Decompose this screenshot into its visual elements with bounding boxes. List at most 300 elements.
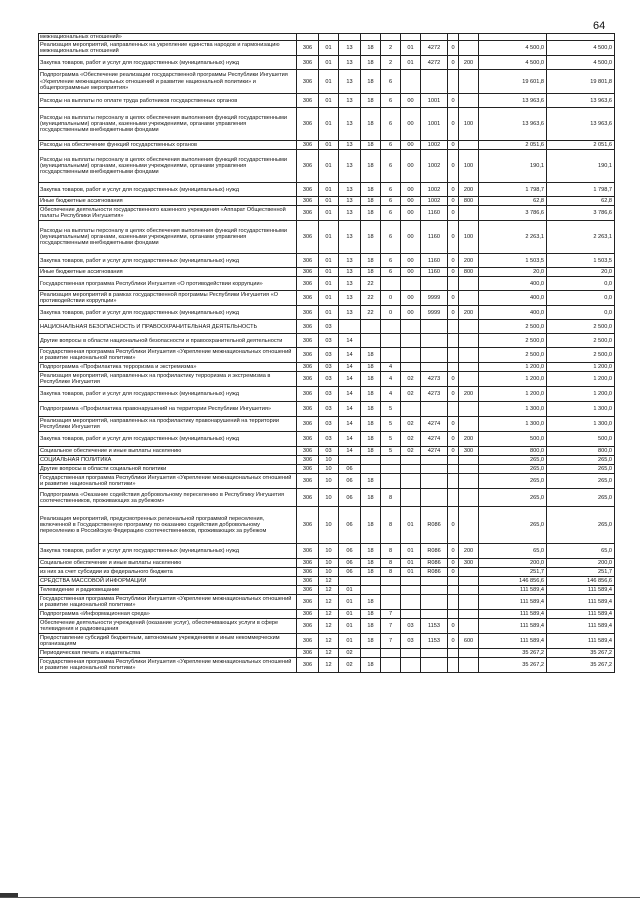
cell-amount2: 65,0 [547,544,615,559]
cell-sec: 03 [319,348,339,363]
cell-event: 00 [401,197,421,206]
cell-subprog: 7 [381,610,401,619]
cell-subprog: 8 [381,507,401,544]
cell-subprog: 6 [381,221,401,254]
cell-event [401,34,421,41]
table-row [39,320,615,334]
table-row [39,649,615,658]
cell-amount1: 265,0 [479,489,547,507]
cell-code: 306 [297,254,319,268]
cell-event [401,658,421,673]
cell-sec: 12 [319,658,339,673]
cell-event: 00 [401,221,421,254]
cell-amount1: 400,0 [479,277,547,291]
cell-prog: 18 [361,70,381,94]
cell-amount1: 265,0 [479,465,547,474]
cell-sub: 13 [339,277,361,291]
cell-amount1: 400,0 [479,291,547,306]
cell-amount2: 111 589,4 [547,619,615,634]
cell-subprog [381,320,401,334]
cell-sub: 13 [339,197,361,206]
cell-amount1: 13 963,6 [479,94,547,108]
table-row [39,432,615,447]
cell-dir [421,34,448,41]
cell-code: 306 [297,141,319,150]
cell-sub: 01 [339,595,361,610]
cell-event: 00 [401,268,421,277]
cell-sec: 10 [319,568,339,577]
cell-sub: 06 [339,474,361,489]
cell-dir [421,586,448,595]
cell-prog: 18 [361,141,381,150]
cell-f1 [448,474,459,489]
table-row [39,577,615,586]
cell-subprog [381,658,401,673]
cell-code: 306 [297,56,319,70]
cell-sub: 14 [339,432,361,447]
cell-f1 [448,277,459,291]
cell-prog: 18 [361,206,381,221]
cell-event: 00 [401,108,421,141]
cell-dir: 1153 [421,619,448,634]
cell-kind [459,372,479,387]
cell-subprog: 6 [381,141,401,150]
cell-sub: 06 [339,544,361,559]
cell-f1 [448,649,459,658]
cell-sec: 10 [319,474,339,489]
cell-dir [421,402,448,417]
cell-name: Подпрограмма «Профилактика терроризма и экстремизма» [39,363,297,372]
cell-name: Социальное обеспечение и иные выплаты населению [39,559,297,568]
table-row [39,634,615,649]
cell-dir: R086 [421,507,448,544]
cell-event: 00 [401,206,421,221]
cell-prog: 18 [361,108,381,141]
cell-amount1: 190,1 [479,150,547,183]
scan-edge-line [0,897,640,898]
cell-amount2: 1 798,7 [547,183,615,197]
cell-code: 306 [297,306,319,320]
cell-amount1: 265,0 [479,474,547,489]
cell-name: Подпрограмма «Обеспечение реализации государственной программы Республики Ингушетия «Укрепление межнациональных отношений и развитие национальной политики» и общепрограммные мероприятия» [39,70,297,94]
cell-code: 306 [297,320,319,334]
cell-f1 [448,34,459,41]
cell-sec: 10 [319,489,339,507]
cell-code: 306 [297,619,319,634]
cell-sec: 01 [319,268,339,277]
cell-amount1: 1 503,5 [479,254,547,268]
cell-subprog: 5 [381,417,401,432]
cell-event: 00 [401,306,421,320]
cell-event: 00 [401,254,421,268]
cell-sub: 01 [339,610,361,619]
cell-kind [459,417,479,432]
cell-code: 306 [297,456,319,465]
cell-event: 01 [401,544,421,559]
cell-name: Реализация мероприятий, направленных на профилактику терроризма и экстремизма в Республике Ингушетия [39,372,297,387]
cell-sec: 10 [319,465,339,474]
cell-prog: 22 [361,291,381,306]
table-row [39,141,615,150]
cell-amount2: 1 503,5 [547,254,615,268]
cell-kind [459,619,479,634]
cell-sec: 03 [319,320,339,334]
cell-f1: 0 [448,94,459,108]
cell-event: 00 [401,150,421,183]
cell-prog: 18 [361,56,381,70]
cell-amount1: 1 200,0 [479,387,547,402]
cell-name: Расходы на выплаты персоналу в целях обеспечения выполнения функций государственными (муниципальными) органами, казенными учреждениями, органами управления государственными внебюджетными фондами [39,150,297,183]
cell-dir: 1002 [421,150,448,183]
cell-kind [459,141,479,150]
cell-sec: 01 [319,254,339,268]
table-row [39,447,615,456]
cell-name: Закупка товаров, работ и услуг для государственных (муниципальных) нужд [39,254,297,268]
cell-kind [459,595,479,610]
cell-name: из них за счет субсидии из федерального бюджета [39,568,297,577]
cell-prog: 18 [361,150,381,183]
cell-sec: 01 [319,291,339,306]
cell-subprog: 5 [381,432,401,447]
cell-event: 03 [401,634,421,649]
cell-kind [459,465,479,474]
cell-sub: 06 [339,489,361,507]
cell-prog: 18 [361,94,381,108]
cell-name: Периодическая печать и издательства [39,649,297,658]
table-row [39,489,615,507]
cell-name: Закупка товаров, работ и услуг для государственных (муниципальных) нужд [39,183,297,197]
table-row [39,41,615,56]
cell-sec: 01 [319,277,339,291]
cell-prog: 18 [361,559,381,568]
cell-kind: 200 [459,183,479,197]
cell-code: 306 [297,206,319,221]
cell-f1: 0 [448,544,459,559]
cell-f1 [448,489,459,507]
table-row [39,507,615,544]
cell-event: 02 [401,387,421,402]
cell-subprog [381,334,401,348]
cell-amount1: 1 200,0 [479,363,547,372]
cell-amount2: 251,7 [547,568,615,577]
cell-dir: R086 [421,559,448,568]
cell-kind [459,577,479,586]
cell-f1 [448,363,459,372]
cell-f1: 0 [448,291,459,306]
cell-kind: 200 [459,544,479,559]
cell-sec: 01 [319,150,339,183]
cell-amount1: 20,0 [479,268,547,277]
cell-amount1: 500,0 [479,432,547,447]
cell-f1: 0 [448,619,459,634]
cell-subprog [381,474,401,489]
cell-amount2: 111 589,4 [547,634,615,649]
cell-f1 [448,577,459,586]
cell-kind [459,649,479,658]
cell-name: Расходы на обеспечение функций государственных органов [39,141,297,150]
cell-event: 00 [401,291,421,306]
cell-kind [459,320,479,334]
cell-sub: 14 [339,402,361,417]
table-row [39,417,615,432]
cell-f1: 0 [448,197,459,206]
cell-dir: 4273 [421,372,448,387]
cell-name: Телевидение и радиовещание [39,586,297,595]
table-row [39,334,615,348]
cell-dir: 9999 [421,291,448,306]
budget-table [38,33,615,673]
cell-amount1: 3 786,6 [479,206,547,221]
cell-event: 00 [401,183,421,197]
cell-amount1: 251,7 [479,568,547,577]
cell-name: Предоставление субсидий бюджетным, автономным учреждениям и иным некоммерческим организациям [39,634,297,649]
cell-code: 306 [297,402,319,417]
table-row [39,474,615,489]
cell-dir [421,610,448,619]
cell-sec: 10 [319,456,339,465]
cell-kind [459,658,479,673]
cell-prog: 18 [361,634,381,649]
cell-f1 [448,320,459,334]
cell-code: 306 [297,334,319,348]
cell-amount1: 2 263,1 [479,221,547,254]
page-number: 64 [593,20,606,32]
cell-name: Расходы на выплаты персоналу в целях обеспечения выполнения функций государственными (муниципальными) органами, казенными учреждениями, органами управления государственными внебюджетными фондами [39,108,297,141]
cell-amount1: 1 200,0 [479,372,547,387]
cell-kind: 800 [459,268,479,277]
cell-sec: 01 [319,306,339,320]
cell-code: 306 [297,489,319,507]
cell-amount1: 111 589,4 [479,634,547,649]
cell-kind [459,94,479,108]
cell-code: 306 [297,41,319,56]
cell-f1: 0 [448,507,459,544]
cell-subprog: 0 [381,291,401,306]
cell-f1: 0 [448,56,459,70]
cell-amount1: 146 856,6 [479,577,547,586]
table-row [39,183,615,197]
cell-kind [459,206,479,221]
cell-sec: 01 [319,108,339,141]
cell-kind [459,41,479,56]
cell-dir: 1160 [421,221,448,254]
cell-amount2: 13 963,6 [547,94,615,108]
cell-prog [361,586,381,595]
cell-sub: 14 [339,417,361,432]
cell-subprog: 4 [381,363,401,372]
cell-subprog: 2 [381,41,401,56]
cell-f1 [448,465,459,474]
cell-dir: 1002 [421,183,448,197]
cell-name: Государственная программа Республики Ингушетия «Укрепление межнациональных отношений и развитие национальной политики» [39,474,297,489]
cell-f1: 0 [448,306,459,320]
cell-dir [421,320,448,334]
cell-sec: 10 [319,507,339,544]
cell-code: 306 [297,150,319,183]
cell-sub: 02 [339,649,361,658]
cell-subprog [381,586,401,595]
cell-prog: 18 [361,447,381,456]
cell-dir [421,363,448,372]
cell-sec: 12 [319,586,339,595]
cell-code: 306 [297,197,319,206]
cell-amount1: 2 051,6 [479,141,547,150]
cell-kind: 100 [459,150,479,183]
cell-sub: 13 [339,254,361,268]
table-row [39,387,615,402]
cell-sec: 12 [319,595,339,610]
cell-f1: 0 [448,372,459,387]
cell-sec: 12 [319,577,339,586]
cell-code: 306 [297,183,319,197]
cell-code: 306 [297,363,319,372]
cell-amount2: 4 500,0 [547,41,615,56]
cell-event [401,70,421,94]
cell-code: 306 [297,634,319,649]
cell-sec: 01 [319,70,339,94]
cell-f1 [448,348,459,363]
cell-dir [421,70,448,94]
cell-amount2: 62,8 [547,197,615,206]
cell-event [401,586,421,595]
cell-prog: 18 [361,432,381,447]
cell-sub: 01 [339,619,361,634]
cell-amount1: 111 589,4 [479,595,547,610]
cell-sub: 13 [339,291,361,306]
cell-sub: 13 [339,268,361,277]
cell-name: Реализация мероприятий в рамках государственной программы Республики Ингушетия «О противодействии коррупции» [39,291,297,306]
cell-amount1: 2 500,0 [479,334,547,348]
cell-name: Реализация мероприятий, предусмотренных региональной программой переселения, включенной в Государственную программу по оказанию содействия добровольному переселению в Российскую Федерацию соотечественников, проживающих за рубежом [39,507,297,544]
cell-dir [421,456,448,465]
cell-f1: 0 [448,387,459,402]
cell-kind: 200 [459,56,479,70]
cell-sub: 02 [339,658,361,673]
cell-f1: 0 [448,447,459,456]
cell-sec: 01 [319,183,339,197]
cell-amount2: 35 267,2 [547,658,615,673]
cell-event: 01 [401,559,421,568]
cell-dir: 4274 [421,432,448,447]
cell-kind [459,586,479,595]
cell-kind: 300 [459,447,479,456]
cell-sub: 06 [339,507,361,544]
cell-prog: 18 [361,41,381,56]
cell-amount2: 4 500,0 [547,56,615,70]
table-row [39,254,615,268]
cell-dir [421,577,448,586]
cell-kind: 200 [459,432,479,447]
cell-code: 306 [297,595,319,610]
cell-f1: 0 [448,221,459,254]
cell-prog: 18 [361,221,381,254]
cell-sec: 03 [319,363,339,372]
cell-f1 [448,586,459,595]
cell-dir: 4274 [421,447,448,456]
cell-prog: 18 [361,544,381,559]
cell-sec: 01 [319,221,339,254]
cell-prog: 18 [361,474,381,489]
cell-code: 306 [297,447,319,456]
cell-f1 [448,70,459,94]
cell-sec: 12 [319,610,339,619]
cell-sub: 14 [339,348,361,363]
cell-sec: 03 [319,432,339,447]
cell-subprog [381,348,401,363]
cell-sub: 14 [339,387,361,402]
cell-kind [459,348,479,363]
cell-subprog: 7 [381,619,401,634]
cell-kind [459,363,479,372]
cell-prog: 18 [361,619,381,634]
cell-prog [361,34,381,41]
cell-event [401,489,421,507]
cell-sub: 13 [339,56,361,70]
cell-subprog: 6 [381,254,401,268]
cell-kind: 200 [459,387,479,402]
cell-amount2: 111 589,4 [547,595,615,610]
cell-prog [361,577,381,586]
cell-amount2: 265,0 [547,489,615,507]
cell-sub: 14 [339,372,361,387]
cell-subprog: 6 [381,206,401,221]
cell-f1 [448,456,459,465]
cell-code: 306 [297,70,319,94]
cell-dir: 4272 [421,41,448,56]
cell-kind [459,334,479,348]
cell-sub: 13 [339,306,361,320]
cell-f1: 0 [448,559,459,568]
cell-subprog: 5 [381,447,401,456]
cell-amount2: 2 263,1 [547,221,615,254]
table-row [39,291,615,306]
cell-amount1: 65,0 [479,544,547,559]
cell-sub: 06 [339,559,361,568]
cell-code: 306 [297,387,319,402]
cell-f1: 0 [448,141,459,150]
cell-f1: 0 [448,417,459,432]
cell-amount2: 20,0 [547,268,615,277]
cell-sub: 13 [339,183,361,197]
cell-event [401,474,421,489]
cell-dir [421,489,448,507]
cell-code: 306 [297,610,319,619]
cell-amount2: 1 200,0 [547,387,615,402]
cell-sec: 01 [319,41,339,56]
cell-kind: 200 [459,254,479,268]
cell-name: Подпрограмма «Оказание содействия добровольному переселению в Республику Ингушетия соотечественников, проживающих за рубежом» [39,489,297,507]
cell-amount1: 2 500,0 [479,348,547,363]
cell-event [401,456,421,465]
table-body [39,34,615,673]
cell-name: Реализация мероприятий, направленных на профилактику правонарушений на территории Республики Ингушетия [39,417,297,432]
cell-f1: 0 [448,108,459,141]
cell-amount2: 190,1 [547,150,615,183]
cell-amount2: 0,0 [547,277,615,291]
cell-code: 306 [297,432,319,447]
cell-amount2: 265,0 [547,507,615,544]
cell-code: 306 [297,586,319,595]
cell-amount1: 62,8 [479,197,547,206]
cell-subprog: 6 [381,70,401,94]
cell-prog: 18 [361,489,381,507]
cell-code: 306 [297,507,319,544]
cell-dir [421,348,448,363]
cell-prog [361,320,381,334]
table-row [39,595,615,610]
cell-dir [421,465,448,474]
table-row [39,221,615,254]
